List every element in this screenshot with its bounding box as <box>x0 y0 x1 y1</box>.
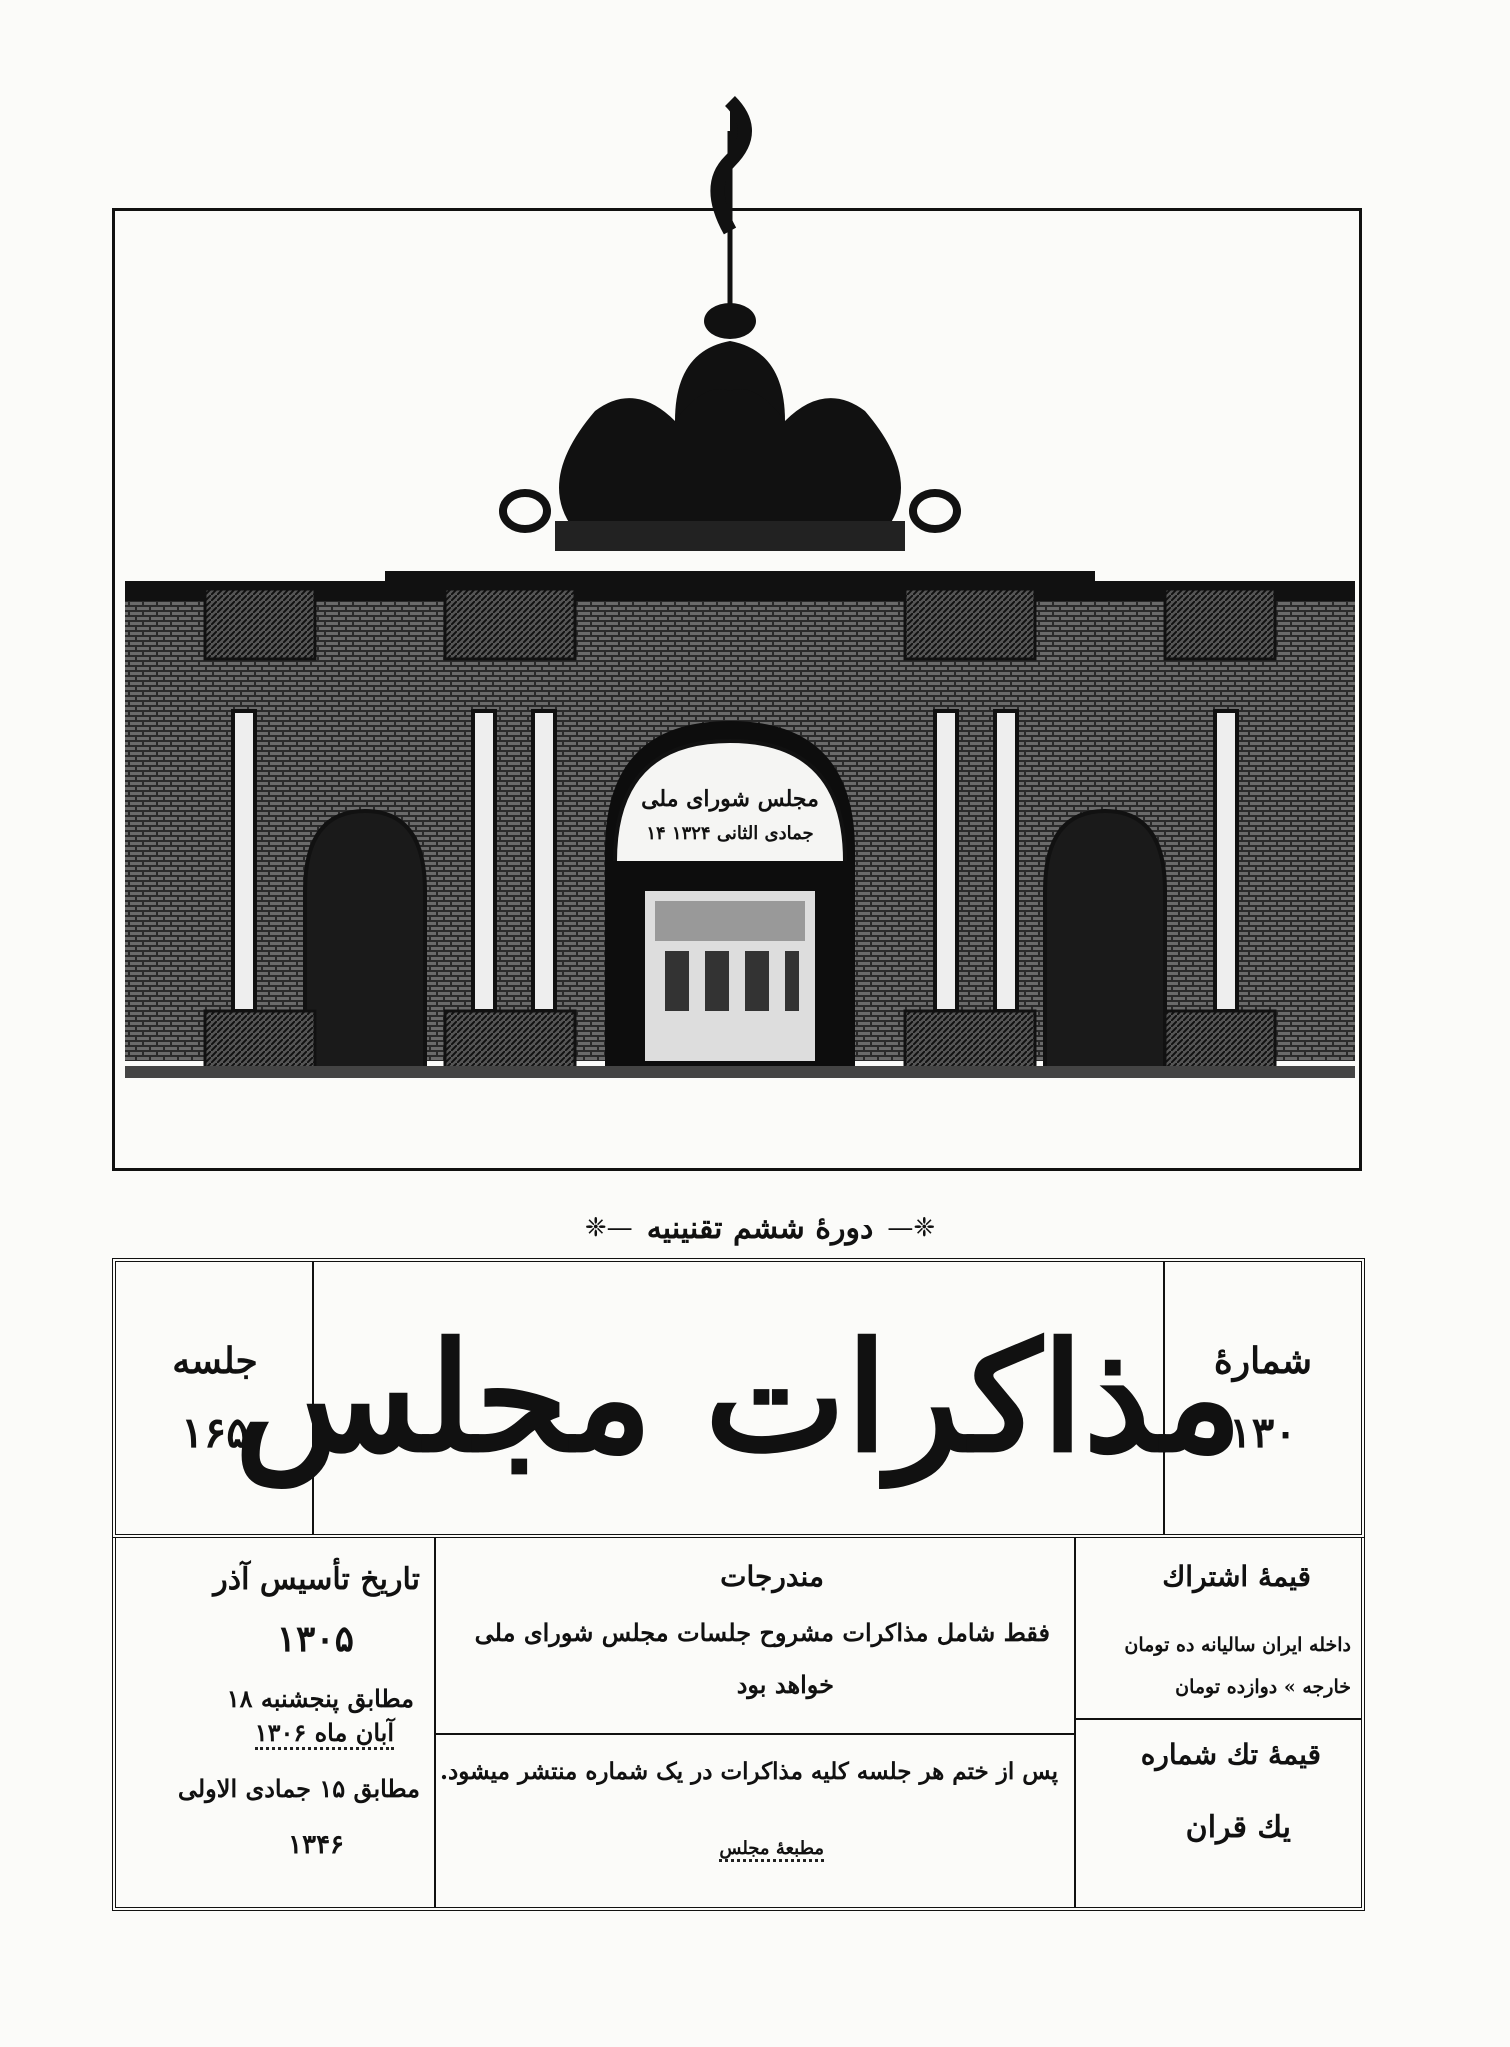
issue-box <box>1168 1262 1358 1534</box>
contents-heading: مندرجات <box>720 1560 824 1593</box>
founded-label: تاریخ تأسیس آذر <box>213 1562 420 1597</box>
ornament-left: —❈ <box>584 1213 633 1243</box>
session-number: ۱۶۵ <box>181 1407 249 1457</box>
printer-name: مطبعهٔ مجلس <box>719 1838 824 1862</box>
hijri-line-2: ۱۳۴۶ <box>288 1830 344 1860</box>
subscription-foreign: خارجه » دوازده تومان <box>1175 1676 1351 1698</box>
date-line-2: آبان ماه ۱۳۰۶ <box>255 1718 394 1750</box>
contents-line-2: خواهد بود <box>736 1670 834 1699</box>
gate-inscription-1: مجلس شورای ملی <box>641 786 819 812</box>
hijri-line-1: مطابق ۱۵ جمادی الاولی <box>177 1774 420 1803</box>
subscription-domestic: داخله ایران سالیانه ده تومان <box>1124 1634 1351 1656</box>
session-title-row <box>540 1205 980 1251</box>
issue-number: ۱۳۰ <box>1229 1407 1297 1457</box>
subscription-separator <box>1074 1718 1361 1720</box>
founded-year: ۱۳۰۵ <box>276 1618 354 1660</box>
newspaper-title: مذاکرات مجلس <box>234 1310 1243 1486</box>
majlis-gate-illustration <box>115 91 1365 1091</box>
contents-separator <box>434 1733 1074 1735</box>
contents-line-1: فقط شامل مذاکرات مشروح جلسات مجلس شورای ملی <box>474 1618 1050 1647</box>
ornament-right: ❈— <box>887 1213 936 1243</box>
masthead <box>112 1258 1365 1538</box>
single-issue-price: یك قران <box>1185 1810 1291 1845</box>
subscription-column <box>1074 1538 1361 1907</box>
single-issue-label: قیمهٔ تك شماره <box>1140 1738 1321 1771</box>
session-label: جلسه <box>172 1339 258 1382</box>
gate-inscription-2: ۱۴ جمادی الثانی ۱۳۲۴ <box>646 823 814 844</box>
date-line-1: مطابق پنجشنبه ۱۸ <box>226 1684 414 1713</box>
subscription-heading: قیمهٔ اشتراك <box>1162 1560 1311 1593</box>
illustration-frame <box>112 208 1362 1171</box>
date-column <box>116 1538 434 1907</box>
info-table <box>112 1538 1365 1911</box>
contents-line-3: پس از ختم هر جلسه کلیه مذاکرات در یک شماره منتشر میشود. <box>440 1758 1058 1785</box>
issue-label: شمارهٔ <box>1213 1339 1313 1382</box>
contents-column <box>434 1538 1074 1907</box>
session-title: دورهٔ ششم تقنینیه <box>646 1210 874 1246</box>
